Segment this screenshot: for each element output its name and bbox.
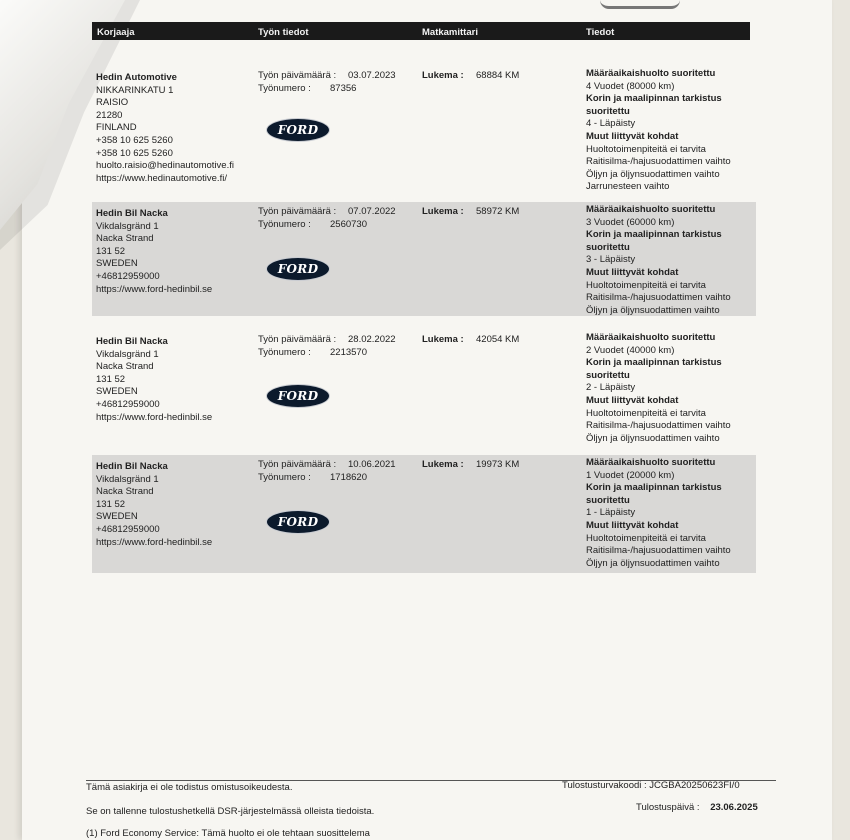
detail-line: 3 - Läpäisty <box>586 254 636 266</box>
detail-line: 2 - Läpäisty <box>586 382 636 394</box>
repairer-address-line: https://www.ford-hedinbil.se <box>96 283 213 295</box>
repairer-info <box>96 72 234 185</box>
repairer-name: Hedin Bil Nacka <box>96 461 168 472</box>
repairer-address-line: Nacka Strand <box>96 486 154 498</box>
work-date-value: 10.06.2021 <box>348 459 396 470</box>
odometer-value: 58972 KM <box>476 206 520 217</box>
work-date-label: Työn päivämäärä : <box>258 459 337 470</box>
repairer-name: Hedin Bil Nacka <box>96 336 168 347</box>
repairer-info <box>96 208 212 296</box>
repairer-address-line: Vikdalsgränd 1 <box>96 348 159 360</box>
ford-logo-text: FORD <box>277 515 319 529</box>
odometer-row <box>422 459 519 470</box>
detail-line: Huoltotoimenpiteitä ei tarvita <box>586 532 706 544</box>
detail-line: Huoltotoimenpiteitä ei tarvita <box>586 279 706 291</box>
odometer-row <box>422 206 519 217</box>
detail-line: Muut liittyvät kohdat <box>586 394 679 406</box>
detail-line: Muut liittyvät kohdat <box>586 130 679 142</box>
work-date-row <box>258 70 396 81</box>
repairer-address-line: 131 52 <box>96 245 126 257</box>
detail-line: suoritettu <box>586 494 630 506</box>
service-record <box>92 66 756 194</box>
work-date-value: 28.02.2022 <box>348 334 396 345</box>
detail-line: Huoltotoimenpiteitä ei tarvita <box>586 143 706 155</box>
ford-logo-text: FORD <box>277 123 319 137</box>
service-details <box>586 332 731 445</box>
work-date-label: Työn päivämäärä : <box>258 70 337 81</box>
service-details <box>586 204 731 317</box>
repairer-address-line: SWEDEN <box>96 258 138 270</box>
odometer-label: Lukema : <box>422 206 464 217</box>
work-number-row <box>258 472 367 483</box>
detail-line: Muut liittyvät kohdat <box>586 519 679 531</box>
repairer-address-line: +358 10 625 5260 <box>96 147 173 159</box>
repairer-address-line: +46812959000 <box>96 523 160 535</box>
odometer-value: 19973 KM <box>476 459 520 470</box>
detail-line: suoritettu <box>586 369 630 381</box>
detail-line: Korin ja maalipinnan tarkistus <box>586 482 722 494</box>
detail-line: Öljyn ja öljynsuodattimen vaihto <box>586 557 720 569</box>
service-record <box>92 202 756 316</box>
detail-line: Korin ja maalipinnan tarkistus <box>586 229 722 241</box>
service-record <box>92 455 756 573</box>
detail-line: Öljyn ja öljynsuodattimen vaihto <box>586 432 720 444</box>
repairer-address-line: https://www.ford-hedinbil.se <box>96 411 213 423</box>
detail-line: 1 - Läpäisty <box>586 507 636 519</box>
repairer-address-line: 131 52 <box>96 373 126 385</box>
service-details <box>586 68 731 194</box>
work-number-value: 2560730 <box>330 219 367 230</box>
dsr-note: Se on tallenne tulostushetkellä DSR-järjestelmässä olleista tiedoista. <box>86 806 375 817</box>
repairer-address-line: SWEDEN <box>96 511 138 523</box>
work-date-label: Työn päivämäärä : <box>258 206 337 217</box>
repairer-address-line: Vikdalsgränd 1 <box>96 473 159 485</box>
odometer-label: Lukema : <box>422 334 464 345</box>
ford-logo-text: FORD <box>277 262 319 276</box>
detail-line: Korin ja maalipinnan tarkistus <box>586 357 722 369</box>
odometer-row <box>422 334 519 345</box>
repairer-name: Hedin Bil Nacka <box>96 208 168 219</box>
repairer-address-line: 21280 <box>96 109 123 121</box>
detail-line: Korin ja maalipinnan tarkistus <box>586 93 722 105</box>
ownership-disclaimer: Tämä asiakirja ei ole todistus omistusoikeudesta. <box>86 782 293 793</box>
header-odometer: Matkamittari <box>422 27 478 38</box>
work-number-value: 2213570 <box>330 347 367 358</box>
detail-line: Määräaikaishuolto suoritettu <box>586 68 716 79</box>
repairer-address-line: SWEDEN <box>96 386 138 398</box>
print-date-value: 23.06.2025 <box>710 802 758 813</box>
detail-line: 4 - Läpäisty <box>586 118 636 130</box>
detail-line: Määräaikaishuolto suoritettu <box>586 204 716 215</box>
work-number-row <box>258 83 356 94</box>
header-repairer: Korjaaja <box>97 27 135 38</box>
repairer-address-line: 131 52 <box>96 498 126 510</box>
header-details: Tiedot <box>586 27 615 38</box>
repairer-address-line: https://www.ford-hedinbil.se <box>96 536 213 548</box>
repairer-address-line: Nacka Strand <box>96 361 154 373</box>
detail-line: Määräaikaishuolto suoritettu <box>586 332 716 343</box>
detail-line: suoritettu <box>586 241 630 253</box>
repairer-address-line: FINLAND <box>96 122 137 134</box>
service-details <box>586 457 731 570</box>
table-header <box>92 22 750 40</box>
detail-line: 2 Vuodet (40000 km) <box>586 344 675 356</box>
detail-line: Öljyn ja öljynsuodattimen vaihto <box>586 304 720 316</box>
work-number-value: 1718620 <box>330 472 367 483</box>
detail-line: Raitisilma-/hajusuodattimen vaihto <box>586 545 731 557</box>
detail-line: suoritettu <box>586 105 630 117</box>
repairer-address-line: huolto.raisio@hedinautomotive.fi <box>96 160 234 172</box>
repairer-address-line: NIKKARINKATU 1 <box>96 84 174 96</box>
detail-line: Raitisilma-/hajusuodattimen vaihto <box>586 292 731 304</box>
repairer-address-line: +358 10 625 5260 <box>96 134 173 146</box>
repairer-address-line: https://www.hedinautomotive.fi/ <box>96 172 227 184</box>
odometer-label: Lukema : <box>422 459 464 470</box>
ford-logo <box>266 257 330 281</box>
ford-logo <box>266 118 330 142</box>
work-date-row <box>258 334 396 345</box>
ford-logo <box>266 384 330 408</box>
work-number-label: Työnumero : <box>258 472 311 483</box>
work-date-row <box>258 459 396 470</box>
ford-logo <box>266 510 330 534</box>
detail-line: 4 Vuodet (80000 km) <box>586 80 675 92</box>
ford-logo-text: FORD <box>277 389 319 403</box>
detail-line: Muut liittyvät kohdat <box>586 266 679 278</box>
work-number-label: Työnumero : <box>258 347 311 358</box>
work-date-value: 03.07.2023 <box>348 70 396 81</box>
repairer-address-line: +46812959000 <box>96 270 160 282</box>
car-photo-fragment <box>600 0 680 9</box>
detail-line: Jarrunesteen vaihto <box>586 181 670 193</box>
work-number-row <box>258 347 367 358</box>
print-date-label: Tulostuspäivä : <box>636 802 700 813</box>
work-number-label: Työnumero : <box>258 219 311 230</box>
repairer-address-line: Nacka Strand <box>96 233 154 245</box>
detail-line: 3 Vuodet (60000 km) <box>586 216 675 228</box>
work-date-row <box>258 206 396 217</box>
detail-line: Huoltotoimenpiteitä ei tarvita <box>586 407 706 419</box>
work-date-label: Työn päivämäärä : <box>258 334 337 345</box>
repairer-name: Hedin Automotive <box>96 72 177 83</box>
print-date-row <box>636 802 758 813</box>
work-date-value: 07.07.2022 <box>348 206 396 217</box>
odometer-value: 68884 KM <box>476 70 520 81</box>
detail-line: 1 Vuodet (20000 km) <box>586 469 675 481</box>
detail-line: Öljyn ja öljynsuodattimen vaihto <box>586 168 720 180</box>
repairer-address-line: +46812959000 <box>96 398 160 410</box>
work-number-row <box>258 219 367 230</box>
work-number-value: 87356 <box>330 83 357 94</box>
header-work-info: Työn tiedot <box>258 27 309 38</box>
odometer-label: Lukema : <box>422 70 464 81</box>
repairer-info <box>96 461 212 549</box>
print-security-code: Tulostusturvakoodi : JCGBA20250623FI/0 <box>562 780 740 791</box>
odometer-row <box>422 70 519 81</box>
repairer-address-line: RAISIO <box>96 97 129 109</box>
detail-line: Raitisilma-/hajusuodattimen vaihto <box>586 156 731 168</box>
economy-service-note: (1) Ford Economy Service: Tämä huolto ei ole tehtaan suosittelema <box>86 828 370 839</box>
detail-line: Raitisilma-/hajusuodattimen vaihto <box>586 420 731 432</box>
detail-line: Määräaikaishuolto suoritettu <box>586 457 716 468</box>
repairer-info <box>96 336 212 424</box>
repairer-address-line: Vikdalsgränd 1 <box>96 220 159 232</box>
work-number-label: Työnumero : <box>258 83 311 94</box>
service-record <box>92 330 756 442</box>
odometer-value: 42054 KM <box>476 334 520 345</box>
